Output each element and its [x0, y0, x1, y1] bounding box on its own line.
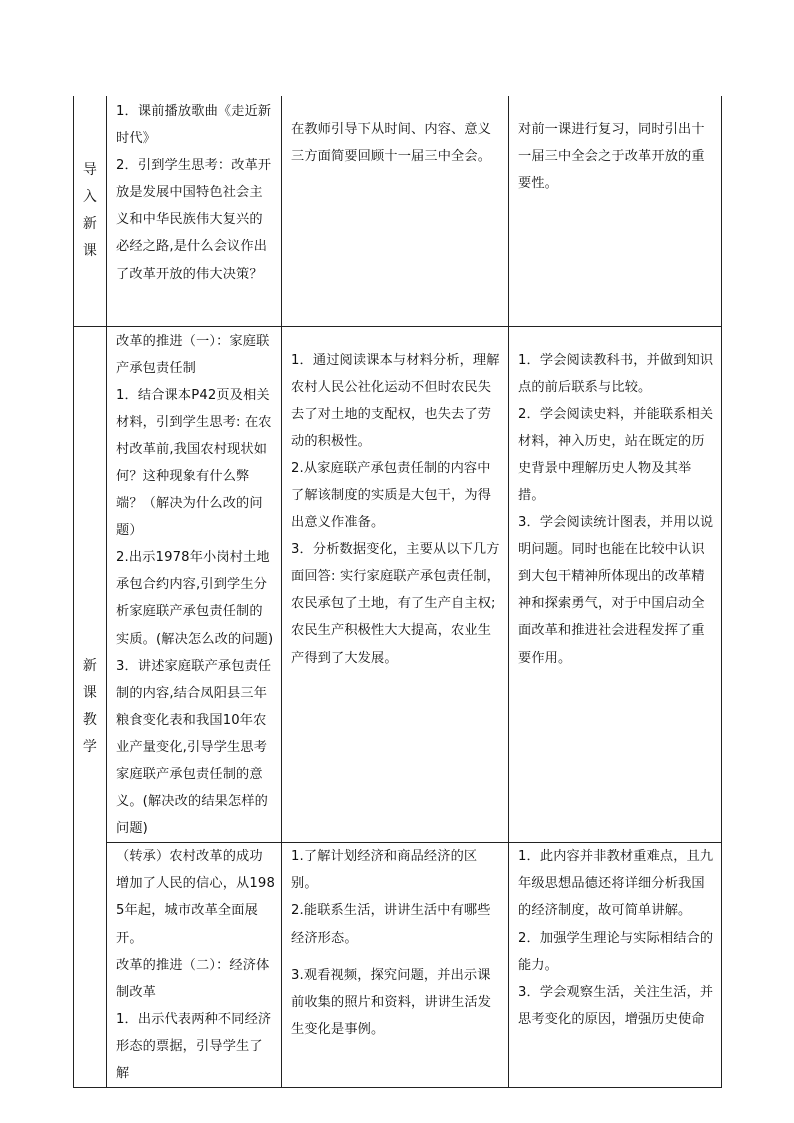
- activity-text: 3．讲述家庭联产承包责任制的内容,结合凤阳县三年粮食变化表和我国10年农业产量变化,引导学生思考家庭联产承包责任制的意义。(解决改的结果怎样的问题): [116, 658, 272, 837]
- intent-text: 1．学会阅读教科书，并做到知识点的前后联系与比较。: [518, 352, 714, 395]
- phase-cell-new-lesson: [74, 326, 107, 1088]
- activity-text: 1．出示代表两种不同经济形态的票据，引导学生了解: [116, 1011, 272, 1082]
- table-row-urban-reform: [74, 843, 722, 1088]
- student-text: 1．通过阅读课本与材料分析，理解农村人民公社化运动不但时农民失去了对土地的支配权，也失去了劳动的积极性。: [291, 352, 500, 449]
- activity-text: 改革的推进（一）：家庭联产承包责任制: [116, 333, 270, 376]
- activity-text: 1．课前播放歌曲《走近新时代》: [116, 104, 272, 147]
- activity-text: 2.出示1978年小岗村土地承包合约内容,引到学生分析家庭联产承包责任制的实质。(解决怎么改的问题): [116, 550, 274, 647]
- student-text: 2.能联系生活，讲讲生活中有哪些经济形态。: [291, 903, 491, 946]
- intent-text: 对前一课进行复习，同时引出十一届三中全会之于改革开放的重要性。: [518, 122, 705, 192]
- activity-text: 2．引到学生思考：改革开放是发展中国特色社会主义和中华民族伟大复兴的必经之路,是什么会议作出了改革开放的伟大决策？: [116, 158, 272, 282]
- phase-cell-intro: [74, 96, 107, 326]
- design-intent-cell: [509, 843, 722, 1088]
- intent-text: 3．学会观察生活，关注生活，并思考变化的原因，增强历史使命: [518, 984, 714, 1027]
- table-row-intro: [74, 96, 722, 326]
- activity-text: 1．结合课本P42页及相关材料，引到学生思考: 在农村改革前,我国农村现状如何？这种现象有什么弊端？（解决为什么改的问题）: [116, 387, 272, 539]
- student-text: 3．分析数据变化，主要从以下几方面回答: 实行家庭联产承包责任制，农民承包了土地，有了生产自主权;农民生产积极性大大提高，农业生产得到了大发展。: [291, 542, 500, 666]
- teacher-activity-cell: [107, 843, 282, 1088]
- phase-char: 课: [82, 684, 98, 701]
- intent-text: 2．加强学生理论与实际相结合的能力。: [518, 930, 714, 973]
- intent-text: 3．学会阅读统计图表，并用以说明问题。同时也能在比较中认识到大包干精神所体现出的改革精神和探索勇气，对于中国启动全面改革和推进社会进程发挥了重要作用。: [518, 515, 714, 666]
- phase-char: 教: [82, 711, 98, 728]
- spacer: [291, 952, 502, 962]
- design-intent-cell: [509, 326, 722, 843]
- lesson-plan-table: [73, 96, 722, 1088]
- student-text: 2.从家庭联产承包责任制的内容中了解该制度的实质是大包干，为得出意义作准备。: [291, 460, 492, 531]
- student-activity-cell: [282, 843, 509, 1088]
- phase-char: 导: [82, 161, 98, 178]
- teacher-activity-cell: [107, 96, 282, 326]
- student-activity-cell: [282, 326, 509, 843]
- phase-char: 学: [82, 738, 98, 755]
- phase-char: 课: [82, 242, 98, 259]
- intent-text: 2．学会阅读史料，并能联系相关材料，神入历史，站在既定的历史背景中理解历史人物及其举措。: [518, 406, 714, 503]
- activity-text: 改革的推进（二）：经济体制改革: [116, 957, 270, 1000]
- design-intent-cell: [509, 96, 722, 326]
- student-text: 1.了解计划经济和商品经济的区别。: [291, 849, 478, 892]
- table-row-new-lesson: [74, 326, 722, 843]
- activity-text: （转承）农村改革的成功增加了人民的信心，从1985年起，城市改革全面展开。: [116, 849, 275, 946]
- phase-char: 新: [82, 215, 98, 232]
- student-text: 3.观看视频，探究问题，并出示课前收集的照片和资料，讲讲生活发生变化是事例。: [291, 967, 492, 1037]
- student-activity-cell: [282, 96, 509, 326]
- student-text: 在教师引导下从时间、内容、意义三方面简要回顾十一届三中全会。: [291, 122, 492, 165]
- teacher-activity-cell: [107, 326, 282, 843]
- intent-text: 1．此内容并非教材重难点，且九年级思想品德还将详细分析我国的经济制度，故可简单讲解。: [518, 849, 714, 919]
- phase-char: 入: [82, 188, 98, 205]
- phase-char: 新: [82, 657, 98, 674]
